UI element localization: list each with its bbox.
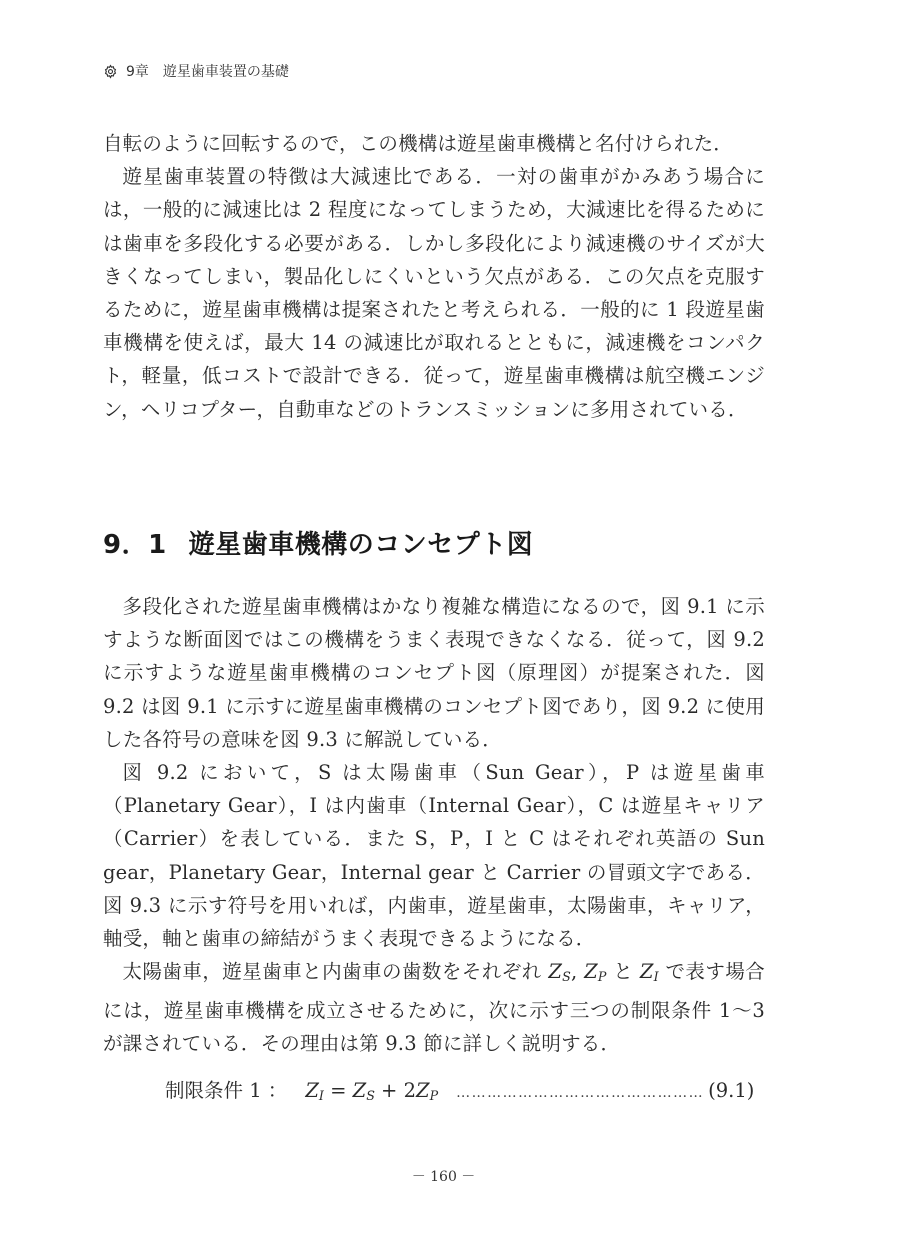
equation-number: (9.1) — [708, 1079, 755, 1102]
section-paragraph-2: 図 9.2 において，S は太陽歯車（Sun Gear），P は遊星歯車（Planetary Gear），I は内歯車（Internal Gear），C は遊星キャリア（Carrier）を表している．また S，P，I と C はそれぞれ英語の Sun gear，Planetary Gear，Internal gear と Carrier の冒頭文字である．図 9.3 に示す符号を用いれば，内歯車，遊星歯車，太陽歯車，キャリア，軸受，軸と歯車の締結がうまく表現できるようになる． — [103, 761, 765, 951]
gear-icon — [103, 64, 118, 79]
equation-expression: $Z_I = Z_S + 2Z_P$ — [305, 1079, 439, 1104]
p3-and: と — [606, 960, 640, 984]
section-title: 遊星歯車機構のコンセプト図 — [188, 530, 534, 560]
page-number: － 160 － — [411, 1169, 476, 1185]
section-paragraph-3 — [103, 955, 765, 1060]
symbol-zp: $Z_P$ — [584, 960, 607, 985]
intro-paragraph-1: 自転のように回転するので，この機構は遊星歯車機構と名付けられた． — [103, 132, 734, 155]
header-title: 遊星歯車装置の基礎 — [162, 64, 289, 80]
section-number: 9．1 — [103, 530, 167, 560]
section-paragraph-1: 多段化された遊星歯車機構はかなり複雑な構造になるので，図 9.1 に示すような断面図ではこの機構をうまく表現できなくなる．従って，図 9.2 に示すような遊星歯車機構のコンセプト図（原理図）が提案された．図 9.2 は図 9.1 に示すに遊星歯車機構のコンセプト図であり，図 9.2 に使用した各符号の意味を図 9.3 に解説している． — [103, 595, 765, 751]
header-chapter: 9章 — [126, 64, 149, 80]
symbol-zs: $Z_S$ — [548, 960, 571, 985]
symbol-zi: $Z_I$ — [639, 960, 659, 985]
equation-leader-dots: ………………………………………… — [456, 1085, 705, 1101]
intro-text — [103, 127, 765, 426]
running-header — [103, 61, 289, 81]
p3-text-before: 太陽歯車，遊星歯車と内歯車の歯数をそれぞれ — [122, 960, 549, 984]
intro-paragraph-2: 遊星歯車装置の特徴は大減速比である．一対の歯車がかみあう場合には，一般的に減速比は 2 程度になってしまうため，大減速比を得るためには歯車を多段化する必要がある．しかし多段化により減速機のサイズが大きくなってしまい，製品化しにくいという欠点がある．この欠点を克服するために，遊星歯車機構は提案されたと考えられる．一般的に 1 段遊星歯車機構を使えば，最大 14 の減速比が取れるとともに，減速機をコンパクト，軽量，低コストで設計できる．従って，遊星歯車機構は航空機エンジン，ヘリコプター，自動車などのトランスミッションに多用されている． — [103, 165, 765, 421]
p3-comma: , — [571, 960, 585, 984]
p3-text-after: で表す場合には，遊星歯車機構を成立させるために，次に示す三つの制限条件 1～3 が課されている．その理由は第 9.3 節に詳しく説明する． — [103, 960, 765, 1055]
equation-9-1 — [165, 1076, 755, 1111]
section-heading — [103, 524, 533, 561]
section-body — [103, 590, 765, 1060]
equation-label: 制限条件 1 ： — [165, 1079, 288, 1102]
